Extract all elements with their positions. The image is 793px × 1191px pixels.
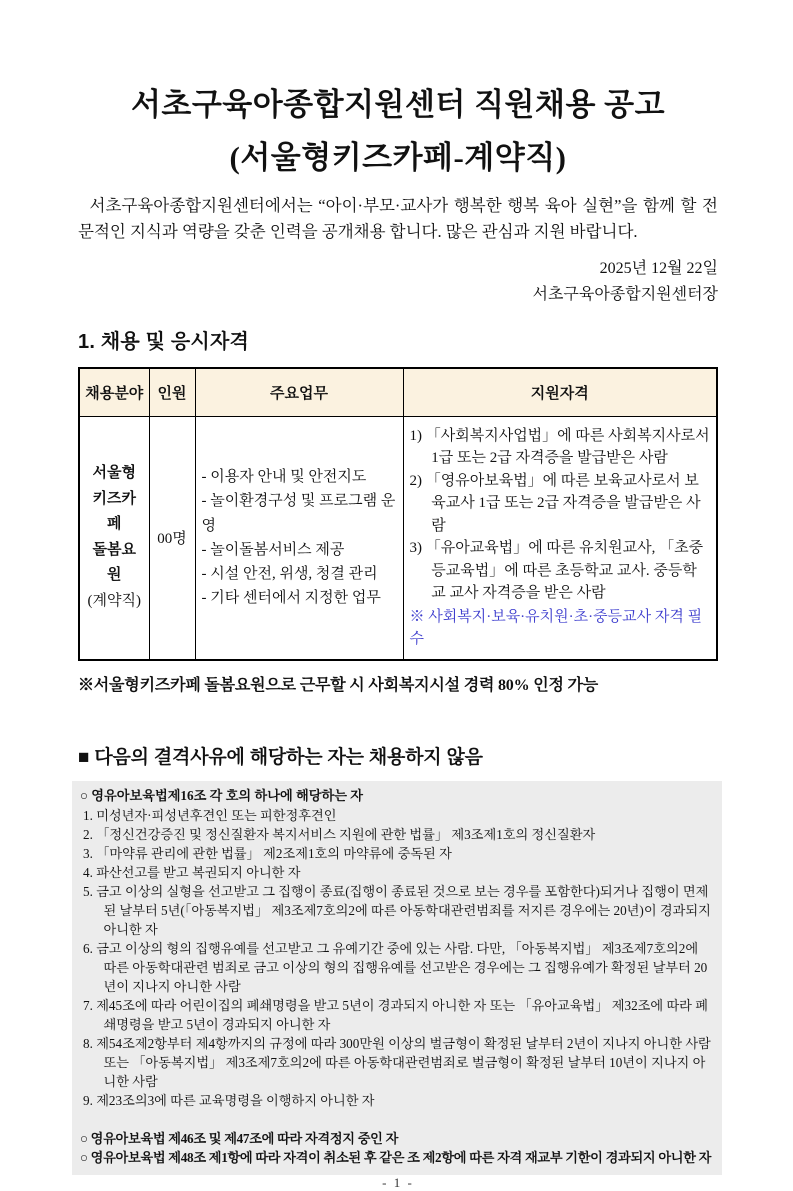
recruit-field-line: 서울형 (92, 465, 136, 482)
disqualification-item: 2. 「정신건강증진 및 정신질환자 복지서비스 지원에 관한 법률」 제3조제1호의 정신질환자 (83, 826, 596, 842)
spacer (80, 1110, 714, 1129)
disqualification-item: 8. 제54조제2항부터 제4항까지의 규정에 따라 300만원 이상의 벌금형이 확정된 날부터 2년이 지나지 아니한 사람 또는 「아동복지법」 제3조제7호의2에 따른 아동학대관련범죄로 벌금형이 확정된 날부터 10년이 지나지 아니한 사람 (83, 1035, 711, 1089)
qualification-item: 1) 「사회복지사업법」에 따른 사회복지사로서 1급 또는 2급 자격증을 발급받은 사람 (409, 427, 710, 467)
recruit-field-line: 돌봄요원 (92, 541, 136, 584)
cell-duties (195, 416, 403, 660)
disqualification-extra-item: ○ 영유아보육법 제46조 및 제47조에 따라 자격정지 중인 자 (80, 1130, 399, 1146)
table-row (79, 416, 717, 660)
disqualification-list-box (72, 781, 722, 1175)
disqualification-item: 1. 미성년자·피성년후견인 또는 피한정후견인 (83, 807, 337, 823)
page-title-line2: (서울형키즈카페-계약직) (229, 140, 567, 176)
disqualification-heading: ■ 다음의 결격사유에 해당하는 자는 채용하지 않음 (78, 746, 483, 768)
cell-recruit-field (79, 416, 149, 660)
disqualification-item: 9. 제23조의3에 따른 교육명령을 이행하지 아니한 자 (83, 1092, 375, 1108)
table-header-cell: 지원자격 (403, 368, 717, 417)
disqualification-item: 5. 금고 이상의 실형을 선고받고 그 집행이 종료(집행이 종료된 것으로 보는 경우를 포함한다)되거나 집행이 면제된 날부터 5년(「아동복지법」 제3조제7호의2에 따른 아동학대관련범죄를 저지른 경우에는 20년)이 경과되지 아니한 자 (83, 883, 711, 937)
table-header-cell: 채용분야 (79, 368, 149, 417)
table-header-cell: 인원 (149, 368, 195, 417)
table-header-row (79, 368, 717, 417)
duty-item: - 놀이환경구성 및 프로그램 운영 (201, 493, 396, 534)
announcement-date: 2025년 12월 22일 (599, 260, 718, 278)
recruit-field-line: 키즈카페 (92, 490, 136, 533)
disqualification-item: 6. 금고 이상의 형의 집행유예를 선고받고 그 유예기간 중에 있는 사람. 다만, 「아동복지법」 제3조제7호의2에 따른 아동학대관련 범죄로 금고 이상의 형의 집행유예를 선고받은 경우에는 그 집행유예가 확정된 날부터 20년이 지나지 아니한 사람 (83, 940, 708, 994)
disqualification-extra-item: ○ 영유아보육법 제48조 제1항에 따라 자격이 취소된 후 같은 조 제2항에 따른 자격 재교부 기한이 경과되지 아니한 자 (80, 1149, 712, 1165)
cell-qualifications (403, 416, 717, 660)
disqualification-group-title: ○ 영유아보육법제16조 각 호의 하나에 해당하는 자 (80, 787, 363, 803)
disqualification-item: 7. 제45조에 따라 어린이집의 폐쇄명령을 받고 5년이 경과되지 아니한 자 또는 「유아교육법」 제32조에 따라 폐쇄명령을 받고 5년이 경과되지 아니한 자 (83, 997, 708, 1032)
cell-headcount: 00명 (149, 416, 195, 660)
page-title-line1: 서초구육아종합지원센터 직원채용 공고 (130, 87, 666, 122)
qualification-item: 2) 「영유아보육법」에 따른 보육교사로서 보육교사 1급 또는 2급 자격증을 발급받은 사람 (409, 472, 701, 534)
recruit-field-subline: (계약직) (87, 592, 141, 609)
table-header-cell: 주요업무 (195, 368, 403, 417)
disqualification-item: 4. 파산선고를 받고 복권되지 아니한 자 (83, 864, 301, 880)
page-number: - 1 - (382, 1174, 414, 1190)
qualification-required-note: ※ 사회복지·보육·유치원·초·중등교사 자격 필수 (409, 608, 703, 648)
experience-recognition-note: ※서울형키즈카페 돌봄요원으로 근무할 시 사회복지시설 경력 80% 인정 가능 (78, 676, 599, 694)
duty-item: - 이용자 안내 및 안전지도 (201, 468, 367, 485)
duty-item: - 놀이돌봄서비스 제공 (201, 541, 345, 558)
disqualification-item: 3. 「마약류 관리에 관한 법률」 제2조제1호의 마약류에 중독된 자 (83, 845, 452, 861)
duty-item: - 시설 안전, 위생, 청결 관리 (201, 566, 378, 583)
announcer-name: 서초구육아종합지원센터장 (532, 286, 718, 304)
recruitment-table (78, 367, 718, 661)
qualification-item: 3) 「유아교육법」에 따른 유치원교사, 「초중등교육법」에 따른 초등학교 교사. 중등학교 교사 자격증을 받은 사람 (409, 540, 704, 602)
intro-paragraph: 서초구육아종합지원센터에서는 “아이·부모·교사가 행복한 행복 육아 실현”을 함께 할 전문적인 지식과 역량을 갖춘 인력을 공개채용 합니다. 많은 관심과 지원 바랍니다. (78, 195, 718, 242)
section1-heading: 1. 채용 및 응시자격 (78, 330, 249, 353)
duty-item: - 기타 센터에서 지정한 업무 (201, 590, 381, 607)
